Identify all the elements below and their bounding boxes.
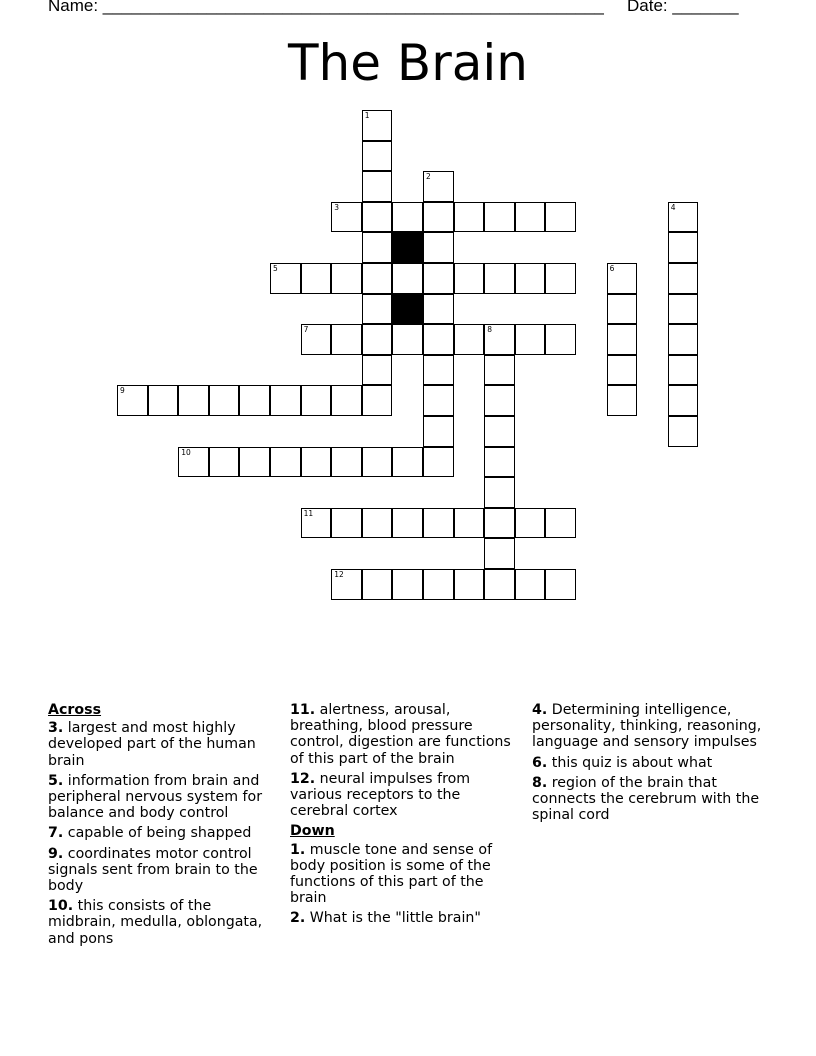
grid-cell[interactable] <box>423 294 454 325</box>
grid-cell[interactable] <box>607 324 638 355</box>
grid-cell[interactable] <box>423 324 454 355</box>
cell-number: 6 <box>609 264 615 273</box>
clue-text: this consists of the midbrain, medulla, oblongata, and pons <box>48 898 263 947</box>
grid-cell[interactable] <box>484 416 515 447</box>
grid-cell[interactable] <box>362 294 393 325</box>
grid-cell[interactable] <box>362 263 393 294</box>
page-title: The Brain <box>288 34 528 92</box>
grid-cell[interactable] <box>668 232 699 263</box>
clue-number: 6. <box>532 754 548 771</box>
grid-cell[interactable] <box>362 141 393 172</box>
grid-cell[interactable] <box>454 263 485 294</box>
clue-number: 3. <box>48 720 64 737</box>
grid-cell[interactable] <box>484 324 515 355</box>
clues-column-2 <box>290 702 520 931</box>
clue-text: neural impulses from various receptors to the cerebral cortex <box>290 770 471 820</box>
clue-down-2 <box>290 910 520 926</box>
grid-cell[interactable] <box>178 447 209 478</box>
grid-cell[interactable] <box>454 569 485 600</box>
grid-cell[interactable] <box>392 447 423 478</box>
clue-number: 1. <box>290 841 306 858</box>
clue-text: information from brain and peripheral nervous system for balance and body control <box>48 772 263 822</box>
cell-number: 7 <box>303 325 309 335</box>
grid-cell[interactable] <box>331 569 362 600</box>
clue-down-6 <box>532 755 772 771</box>
clue-number: 9. <box>48 845 64 862</box>
date-field[interactable]: Date: _______ <box>627 0 739 15</box>
grid-cell[interactable] <box>423 263 454 294</box>
grid-cell[interactable] <box>423 447 454 478</box>
grid-cell[interactable] <box>301 447 332 478</box>
grid-cell[interactable] <box>117 385 148 416</box>
clue-across-7 <box>48 825 280 841</box>
grid-cell[interactable] <box>545 569 576 600</box>
grid-cell[interactable] <box>331 447 362 478</box>
grid-cell[interactable] <box>515 263 546 294</box>
grid-cell[interactable] <box>423 171 454 202</box>
grid-cell[interactable] <box>607 263 638 294</box>
clues-column-3 <box>532 702 772 827</box>
grid-cell[interactable] <box>301 263 332 294</box>
grid-cell[interactable] <box>484 385 515 416</box>
grid-cell[interactable] <box>423 508 454 539</box>
grid-cell[interactable] <box>392 202 423 233</box>
cell-number: 8 <box>487 325 492 335</box>
grid-cell[interactable] <box>607 385 638 416</box>
grid-cell[interactable] <box>454 508 485 539</box>
grid-cell[interactable] <box>668 355 699 386</box>
grid-cell[interactable] <box>423 385 454 416</box>
grid-cell[interactable] <box>545 263 576 294</box>
cell-number: 12 <box>334 570 344 579</box>
grid-cell[interactable] <box>362 202 393 233</box>
grid-cell[interactable] <box>515 569 546 600</box>
grid-cell[interactable] <box>331 385 362 416</box>
cell-number: 1 <box>364 111 370 120</box>
grid-cell[interactable] <box>331 508 362 539</box>
clue-number: 11. <box>290 702 316 718</box>
grid-cell[interactable] <box>362 508 393 539</box>
grid-cell[interactable] <box>607 355 638 386</box>
grid-cell[interactable] <box>331 202 362 233</box>
grid-cell[interactable] <box>484 569 515 600</box>
grid-cell[interactable] <box>515 202 546 233</box>
clue-text: muscle tone and sense of body position is some of the functions of this part of the brain <box>290 841 493 907</box>
clue-number: 5. <box>48 772 64 789</box>
grid-cell[interactable] <box>484 508 515 539</box>
grid-block <box>392 232 423 263</box>
grid-cell[interactable] <box>209 385 240 416</box>
grid-cell[interactable] <box>668 202 699 233</box>
grid-cell[interactable] <box>484 477 515 508</box>
clue-across-11 <box>290 702 520 767</box>
grid-cell[interactable] <box>148 385 179 416</box>
clue-text: this quiz is about what <box>551 754 713 771</box>
grid-cell[interactable] <box>392 324 423 355</box>
clue-text: region of the brain that connects the cerebrum with the spinal cord <box>532 774 760 824</box>
grid-cell[interactable] <box>484 202 515 233</box>
grid-cell[interactable] <box>331 263 362 294</box>
grid-cell[interactable] <box>362 355 393 386</box>
grid-cell[interactable] <box>484 447 515 478</box>
grid-cell[interactable] <box>545 508 576 539</box>
cell-number: 10 <box>181 447 191 457</box>
clue-text: alertness, arousal, breathing, blood pressure control, digestion are functions of this part of the brain <box>290 702 511 767</box>
clue-text: What is the "little brain" <box>309 910 481 927</box>
grid-cell[interactable] <box>668 294 699 325</box>
down-heading: Down <box>290 823 335 840</box>
clue-across-10 <box>48 898 280 947</box>
grid-cell[interactable] <box>301 508 332 539</box>
grid-block <box>392 294 423 325</box>
clue-across-3 <box>48 720 280 769</box>
clue-text: capable of being shapped <box>67 825 252 842</box>
grid-cell[interactable] <box>668 385 699 416</box>
grid-cell[interactable] <box>362 569 393 600</box>
grid-cell[interactable] <box>545 202 576 233</box>
grid-cell[interactable] <box>423 355 454 386</box>
grid-cell[interactable] <box>239 447 270 478</box>
grid-cell[interactable] <box>362 110 393 141</box>
clue-down-8 <box>532 775 772 824</box>
clue-number: 10. <box>48 898 74 915</box>
grid-cell[interactable] <box>484 355 515 386</box>
name-field[interactable]: Name: _____________________________________________________ <box>48 0 604 15</box>
grid-cell[interactable] <box>515 508 546 539</box>
grid-cell[interactable] <box>484 263 515 294</box>
grid-cell[interactable] <box>270 447 301 478</box>
grid-cell[interactable] <box>545 324 576 355</box>
grid-cell[interactable] <box>454 202 485 233</box>
grid-cell[interactable] <box>301 324 332 355</box>
grid-cell[interactable] <box>668 416 699 447</box>
cell-number: 3 <box>334 202 339 212</box>
clue-number: 4. <box>532 702 548 718</box>
grid-cell[interactable] <box>423 232 454 263</box>
clue-down-4 <box>532 702 772 751</box>
cell-number: 2 <box>426 172 431 182</box>
grid-cell[interactable] <box>668 324 699 355</box>
grid-cell[interactable] <box>362 447 393 478</box>
clue-number: 12. <box>290 770 316 787</box>
grid-cell[interactable] <box>362 385 393 416</box>
grid-cell[interactable] <box>270 385 301 416</box>
clue-text: Determining intelligence, personality, thinking, reasoning, language and sensory impulses <box>532 702 762 751</box>
clues-column-1 <box>48 702 280 951</box>
grid-cell[interactable] <box>362 171 393 202</box>
across-heading: Across <box>48 702 102 718</box>
clue-across-12 <box>290 771 520 820</box>
grid-cell[interactable] <box>668 263 699 294</box>
grid-cell[interactable] <box>423 416 454 447</box>
grid-cell[interactable] <box>331 324 362 355</box>
grid-cell[interactable] <box>178 385 209 416</box>
grid-cell[interactable] <box>301 385 332 416</box>
grid-cell[interactable] <box>270 263 301 294</box>
grid-cell[interactable] <box>239 385 270 416</box>
grid-cell[interactable] <box>362 232 393 263</box>
grid-cell[interactable] <box>392 263 423 294</box>
clue-number: 7. <box>48 825 64 842</box>
clue-text: coordinates motor control signals sent from brain to the body <box>48 845 258 895</box>
cell-number: 5 <box>273 264 278 273</box>
grid-cell[interactable] <box>423 202 454 233</box>
grid-cell[interactable] <box>392 508 423 539</box>
cell-number: 4 <box>670 202 676 212</box>
grid-cell[interactable] <box>454 324 485 355</box>
grid-cell[interactable] <box>484 538 515 569</box>
grid-cell[interactable] <box>392 569 423 600</box>
grid-cell[interactable] <box>362 324 393 355</box>
cell-number: 11 <box>303 508 314 518</box>
clue-across-5 <box>48 773 280 822</box>
grid-cell[interactable] <box>515 324 546 355</box>
clue-across-9 <box>48 846 280 895</box>
grid-cell[interactable] <box>607 294 638 325</box>
clue-number: 2. <box>290 910 306 927</box>
grid-cell[interactable] <box>423 569 454 600</box>
grid-cell[interactable] <box>209 447 240 478</box>
clue-number: 8. <box>532 774 548 791</box>
cell-number: 9 <box>120 386 125 396</box>
clue-text: largest and most highly developed part of the human brain <box>48 720 256 769</box>
clue-down-1 <box>290 842 520 907</box>
